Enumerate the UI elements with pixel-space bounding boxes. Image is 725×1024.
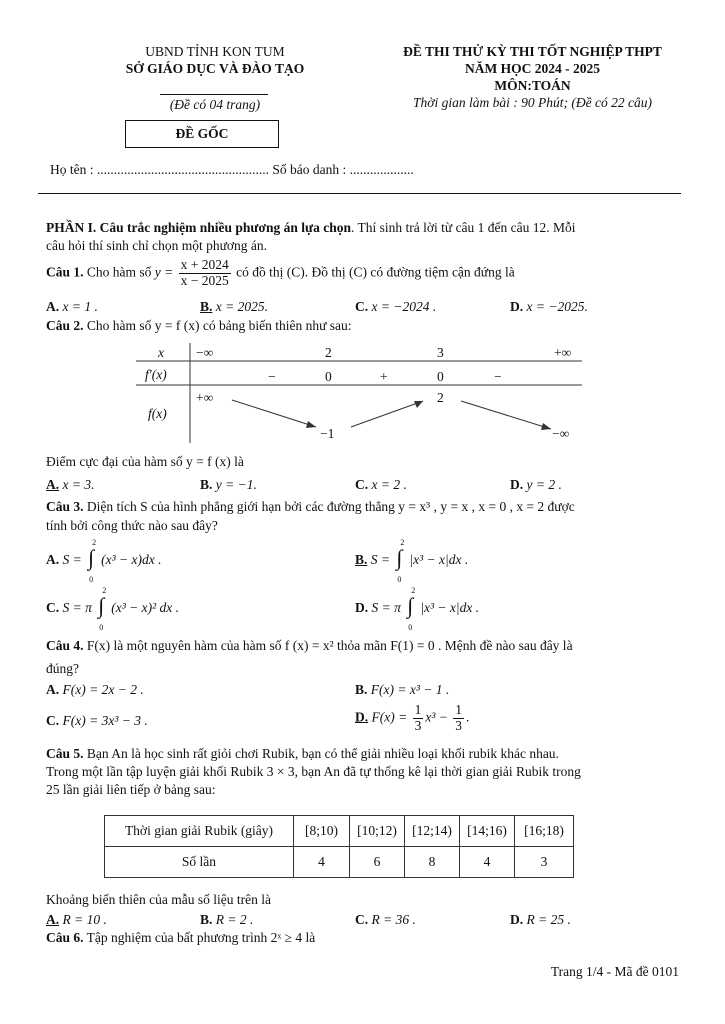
part1-heading: PHẦN I. Câu trắc nghiệm nhiều phương án lựa chọn bbox=[46, 220, 351, 235]
vt-fp-sign: + bbox=[380, 369, 388, 384]
q1-fraction bbox=[179, 258, 231, 289]
q3-option-b[interactable]: B. S = ∫ 2 0 |x³ − x|dx . bbox=[355, 538, 469, 584]
q5-label: Câu 5. bbox=[46, 746, 84, 761]
header-right-line1: ĐỀ THI THỬ KỲ THI TỐT NGHIỆP THPT bbox=[403, 44, 662, 59]
q4-label: Câu 4. bbox=[46, 638, 84, 653]
table-cell: 8 bbox=[405, 847, 460, 878]
vt-x-val: 3 bbox=[437, 345, 444, 360]
vt-fp-sign: 0 bbox=[325, 369, 332, 384]
q6-label: Câu 6. bbox=[46, 930, 84, 945]
vt-fp-sign: − bbox=[494, 369, 502, 384]
q2-text: Cho hàm số y = f (x) có bảng biến thiên như sau: bbox=[86, 318, 352, 333]
q5-option-a[interactable]: A. R = 10 . bbox=[46, 912, 107, 927]
q1-stem bbox=[46, 258, 686, 289]
q3-text: Diện tích S của hình phẳng giới hạn bởi các đường thẳng y = x³ , y = x , x = 0 , x = 2 được bbox=[86, 499, 575, 514]
q5-option-c[interactable]: C. R = 36 . bbox=[355, 912, 416, 927]
q4-option-a[interactable]: A. F(x) = 2x − 2 . bbox=[46, 682, 144, 697]
vt-f-label: f(x) bbox=[148, 406, 167, 421]
q6-text: Tập nghiệm của bất phương trình 2ˣ ≥ 4 là bbox=[86, 930, 316, 945]
q2-stem bbox=[46, 318, 686, 334]
q1-den: x − 2025 bbox=[180, 272, 229, 288]
vt-f-val: 2 bbox=[437, 390, 444, 405]
q2-question: Điểm cực đại của hàm số y = f (x) là bbox=[46, 454, 244, 469]
vt-x-val: −∞ bbox=[196, 345, 214, 360]
vt-x-val: 2 bbox=[325, 345, 332, 360]
table-cell: 3 bbox=[515, 847, 574, 878]
q2-option-d[interactable]: D. y = 2 . bbox=[510, 477, 562, 492]
table-cell: [8;10) bbox=[294, 816, 350, 847]
q1-option-c[interactable]: C. x = −2024 . bbox=[355, 299, 437, 314]
q2-option-a[interactable]: A. x = 3. bbox=[46, 477, 95, 492]
q5-text1: Bạn An là học sinh rất giỏi chơi Rubik, bạn có thể giải nhiều loại khối rubik khác nhau. bbox=[86, 746, 559, 761]
q1-num: x + 2024 bbox=[180, 257, 229, 272]
q3-option-c[interactable]: C. S = π ∫ 2 0 (x³ − x)² dx . bbox=[46, 586, 180, 632]
time-note: Thời gian làm bài : 90 Phút; (Đề có 22 câu) bbox=[413, 95, 652, 110]
rubik-table bbox=[104, 815, 574, 878]
name-line: Họ tên : ................................................... Số báo danh : ................... bbox=[50, 162, 414, 177]
q5-line2: Trong một lần tập luyện giải khối Rubik 3 × 3, bạn An đã tự thống kê lại thời gian giải Rubik trong bbox=[46, 764, 581, 779]
q1-text-a: Cho hàm số bbox=[86, 264, 152, 280]
q4-option-b[interactable]: B. F(x) = x³ − 1 . bbox=[355, 682, 450, 697]
q2-option-c[interactable]: C. x = 2 . bbox=[355, 477, 407, 492]
q5-option-d[interactable]: D. R = 25 . bbox=[510, 912, 571, 927]
vt-fp-sign: − bbox=[268, 369, 276, 384]
q4-stem bbox=[46, 638, 686, 654]
header-rule bbox=[38, 193, 681, 194]
q5-line1 bbox=[46, 746, 686, 762]
vt-fp-sign: 0 bbox=[437, 369, 444, 384]
table-cell: [12;14) bbox=[405, 816, 460, 847]
q4-text2: đúng? bbox=[46, 661, 79, 676]
q1-text-b: có đồ thị (C). Đồ thị (C) có đường tiệm cận đứng là bbox=[236, 264, 515, 280]
q4-option-d[interactable]: D. F(x) = $\frac{1}{3}$ x³ − $\frac{1}{3}$ . bbox=[355, 702, 470, 733]
vt-fp-label: f′(x) bbox=[145, 367, 167, 382]
table-cell: 4 bbox=[460, 847, 515, 878]
part1-intro-rest: . Thí sinh trả lời từ câu 1 đến câu 12. Mỗi bbox=[350, 220, 576, 235]
q4-text: F(x) là một nguyên hàm của hàm số f (x) = x² thỏa mãn F(1) = 0 . Mệnh đề nào sau đây là bbox=[86, 638, 573, 653]
q2-option-b[interactable]: B. y = −1. bbox=[200, 477, 257, 492]
q5-option-b[interactable]: B. R = 2 . bbox=[200, 912, 254, 927]
header-right-line3: MÔN:TOÁN bbox=[494, 78, 571, 93]
header-divider bbox=[160, 94, 268, 95]
table-cell: [10;12) bbox=[350, 816, 405, 847]
pages-note: (Đề có 04 trang) bbox=[169, 97, 261, 112]
vt-x-label: x bbox=[158, 345, 164, 360]
vt-x-val: +∞ bbox=[554, 345, 572, 360]
q1-option-d[interactable]: D. x = −2025. bbox=[510, 299, 588, 314]
table-cell: [16;18) bbox=[515, 816, 574, 847]
header-left-line2: SỞ GIÁO DỤC VÀ ĐÀO TẠO bbox=[125, 61, 305, 76]
q6-stem bbox=[46, 930, 686, 946]
table-cell: 4 bbox=[294, 847, 350, 878]
table-cell: Thời gian giải Rubik (giây) bbox=[105, 816, 294, 847]
page-footer: Trang 1/4 - Mã đề 0101 bbox=[550, 964, 679, 979]
q3-option-a[interactable]: A. S = ∫ 2 0 (x³ − x)dx . bbox=[46, 538, 162, 584]
q1-option-a[interactable]: A. x = 1 . bbox=[46, 299, 98, 314]
q3-label: Câu 3. bbox=[46, 499, 84, 514]
q3-text2: tính bởi công thức nào sau đây? bbox=[46, 518, 218, 533]
table-cell: 6 bbox=[350, 847, 405, 878]
q2-label: Câu 2. bbox=[46, 318, 84, 333]
header-left-line1: UBND TỈNH KON TUM bbox=[145, 44, 285, 59]
table-row bbox=[105, 847, 574, 878]
table-cell: Số lần bbox=[105, 847, 294, 878]
table-row bbox=[105, 816, 574, 847]
q1-y-eq: y = bbox=[154, 264, 174, 280]
header-right-line2: NĂM HỌC 2024 - 2025 bbox=[465, 61, 600, 76]
stamp-box: ĐỀ GỐC bbox=[125, 120, 279, 148]
q1-label: Câu 1. bbox=[46, 264, 84, 280]
q3-stem bbox=[46, 499, 686, 515]
vt-f-val: −1 bbox=[320, 426, 335, 441]
q1-option-b[interactable]: B. x = 2025. bbox=[200, 299, 268, 314]
vt-f-val: −∞ bbox=[552, 426, 570, 441]
part1-intro-line2: câu hỏi thí sinh chỉ chọn một phương án. bbox=[46, 238, 268, 253]
q3-option-d[interactable]: D. S = π ∫ 2 0 |x³ − x|dx . bbox=[355, 586, 480, 632]
part1-intro bbox=[46, 220, 686, 236]
table-cell: [14;16) bbox=[460, 816, 515, 847]
vt-f-val: +∞ bbox=[196, 390, 214, 405]
q5-line3: 25 lần giải liên tiếp ở bảng sau: bbox=[46, 782, 216, 797]
q4-option-c[interactable]: C. F(x) = 3x³ − 3 . bbox=[46, 713, 148, 728]
q5-question: Khoảng biến thiên của mẫu số liệu trên là bbox=[46, 892, 271, 907]
